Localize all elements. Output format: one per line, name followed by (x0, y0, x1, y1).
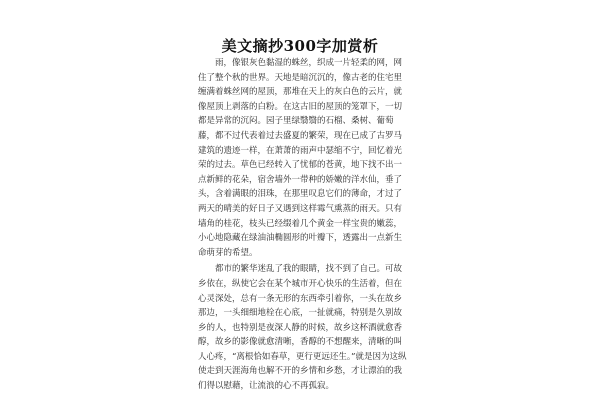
paragraph: 都市的繁华迷乱了我的眼睛，找不到了自己。可故乡依在，纵使它会在某个城市开心快乐的生活着，但在心灵深处，总有一条无形的东西牵引着你，一头在故乡那边，一头细细地栓在心底，一扯就痛，特别是久别故乡的人，也特别是夜深人静的时候，故乡这杯酒就愈香醇，故乡的影像就愈清晰，香醇的不想醒来，清晰的叫人心疼，“离根恰如春草，更行更远还生。”就是因为这纵使走到天涯海角也解不开的乡情和乡愁，才让漂泊的我们得以慰藉，让流浪的心不再孤寂。 (198, 264, 407, 392)
paragraph: 雨，像银灰色黏湿的蛛丝，织成一片轻柔的网，网住了整个秋的世界。天地是暗沉沉的，像古老的住宅里缠满着蛛丝网的屋顶，那堆在天上的灰白色的云片，就像屋顶上剥落的白粉。在这古旧的屋顶的笼罩下，一切都是异常的沉闷。园子里绿翳翳的石榴、桑树、葡萄藤，都不过代表着过去盛夏的繁荣，现在已成了古罗马建筑的遗迹一样，在萧萧的雨声中瑟缩不宁，回忆着光荣的过去。草色已经转入了忧郁的苍黄，地下找不出一点新鲜的花朵，宿舍墙外一带种的娇嫩的洋水仙，垂了头，含着满眼的泪珠，在那里叹息它们的薄命，才过了两天的晴美的好日子又遇到这样霉气熏蒸的雨天。只有墙角的桂花，枝头已经缀着几个黄金一样宝贵的嫩蕊，小心地隐藏在绿油油椭圆形的叶瓣下，透露出一点新生命萌芽的希望。 (198, 58, 403, 258)
document-body (198, 56, 408, 394)
document-title: 美文摘抄300字加赏析 (221, 37, 379, 55)
